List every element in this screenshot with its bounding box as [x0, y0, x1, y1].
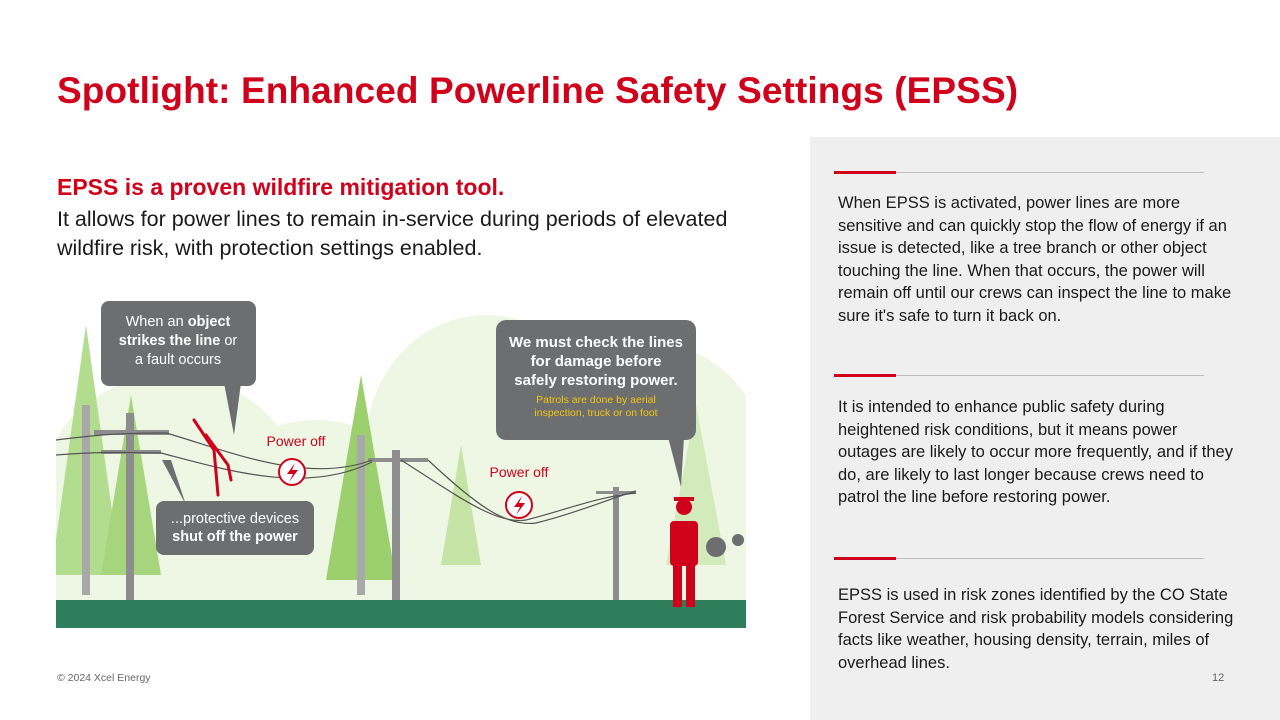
powerline-illustration — [56, 265, 746, 630]
power-off-label-2: Power off — [489, 464, 549, 480]
bubble3-text-2: for damage before — [530, 353, 662, 370]
sidebar-text-block-3: EPSS is used in risk zones identified by the CO State Forest Service and risk probability models considering facts like weather, housing density, terrain, miles of overhead lines. — [838, 586, 1234, 672]
slide-title: Spotlight: Enhanced Powerline Safety Settings (EPSS) — [57, 70, 1019, 111]
bubble3-text-3: safely restoring power. — [514, 372, 678, 389]
svg-text:When an object — [126, 314, 231, 330]
bubble1-text-1a: When an — [125, 314, 188, 330]
sidebar-text-block-1: When EPSS is activated, power lines are more sensitive and can quickly stop the flow of energy if an issue is detected, like a tree branch or other object touching the line. When that occurs, the power will remain off until our crews can inspect the line to make sure it's safe to turn it back on. — [838, 194, 1232, 325]
copyright: © 2024 Xcel Energy — [57, 672, 151, 684]
power-off-label-1: Power off — [266, 433, 326, 449]
bubble1-text-2a: strikes the line — [118, 333, 221, 349]
sidebar-text-block-2: It is intended to enhance public safety during heightened risk conditions, but it means power outages are likely to occur more frequently, and if they do, are likely to last longer because crews need to patrol the line before restoring power. — [838, 398, 1233, 506]
bubble1-text-3: a fault occurs — [134, 352, 222, 368]
power-off-icon-1 — [279, 459, 305, 485]
ground — [56, 600, 746, 628]
bubble1-text-1b: object — [187, 314, 231, 330]
page-number: 12 — [1212, 672, 1225, 684]
bubble3-text-1: We must check the lines — [509, 334, 683, 351]
intro-body: It allows for power lines to remain in-service during periods of elevated wildfire risk, with protection settings enabled. — [57, 207, 728, 260]
svg-text:strikes the line or — [119, 333, 238, 349]
power-off-icon-2 — [506, 492, 532, 518]
sidebar-divider-1 — [834, 172, 1204, 173]
bubble3-note-1: Patrols are done by aerial — [536, 394, 656, 406]
bubble1-text-2b: or — [220, 333, 238, 349]
bubble2-text-2: shut off the power — [172, 529, 298, 545]
bubble3-note-2: inspection, truck or on foot — [534, 407, 658, 419]
bubble2-text-1: ...protective devices — [170, 511, 300, 527]
sidebar-divider-2 — [834, 375, 1204, 376]
sidebar-divider-3 — [834, 558, 1204, 559]
intro-heading: EPSS is a proven wildfire mitigation tool. — [57, 174, 505, 200]
